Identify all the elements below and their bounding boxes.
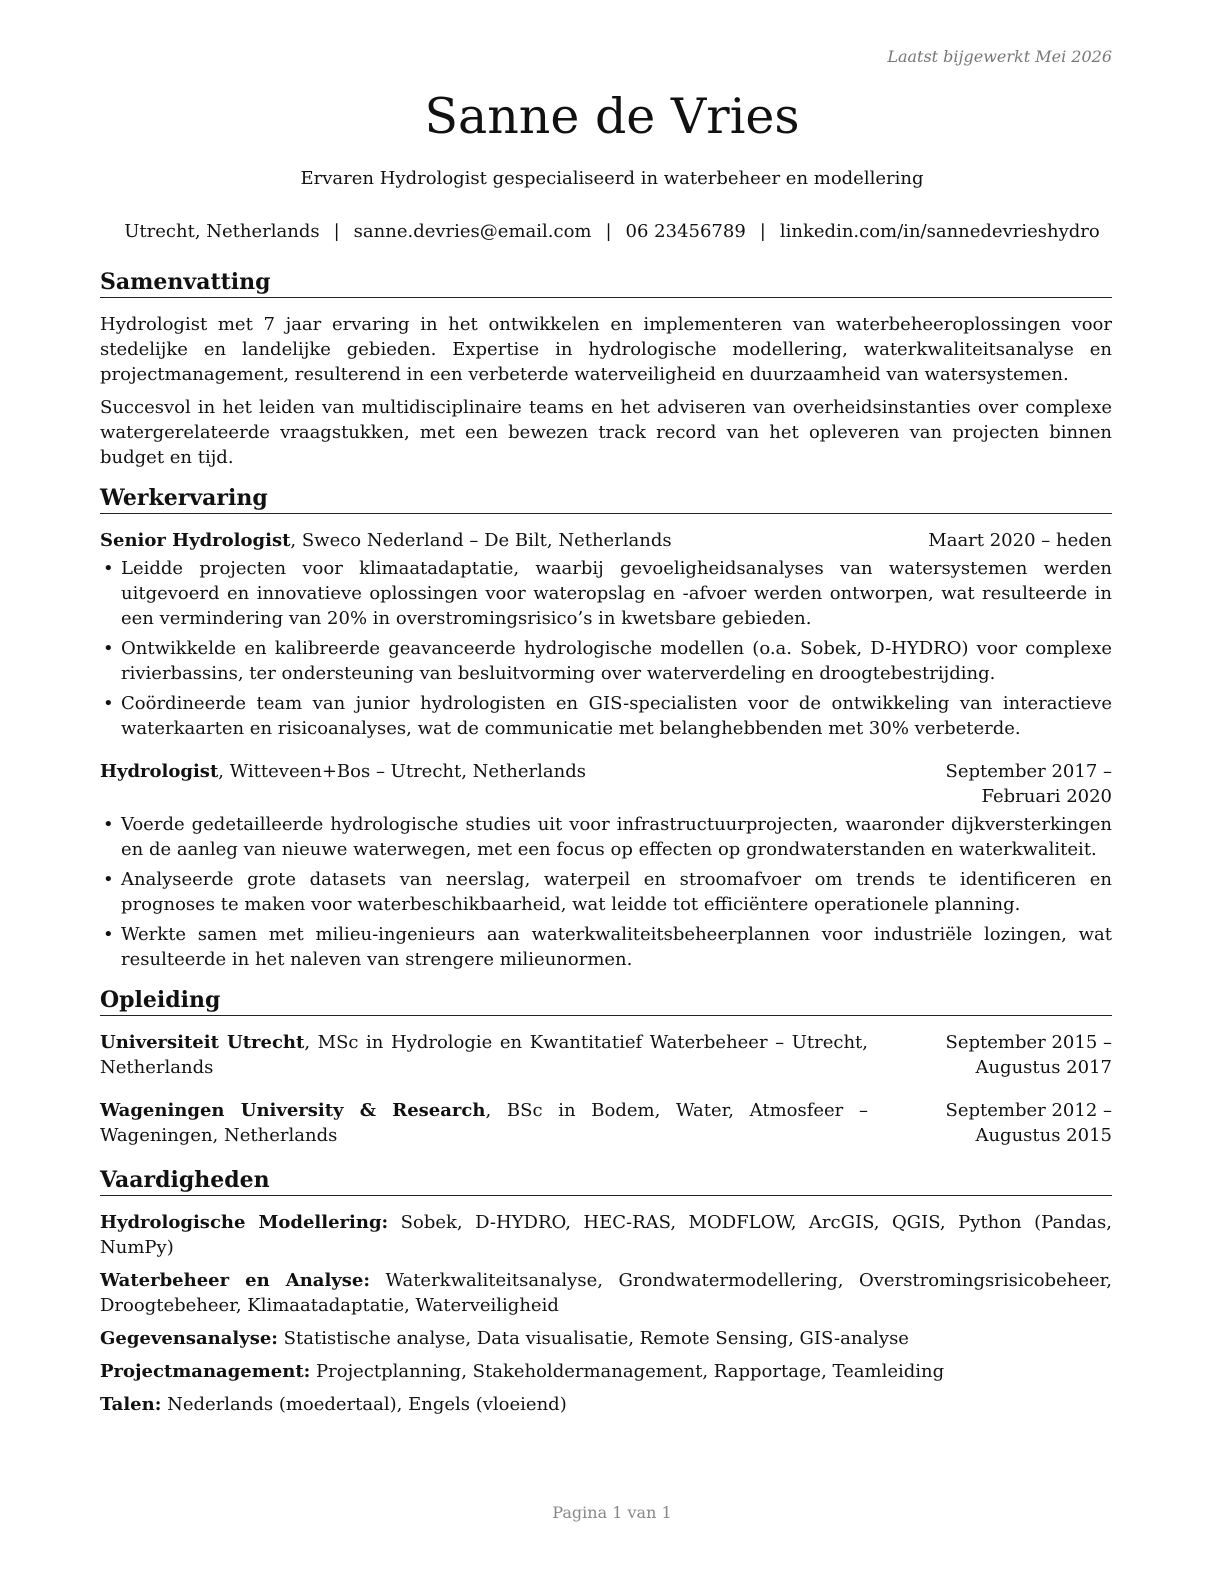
summary-paragraph: Hydrologist met 7 jaar ervaring in het ontwikkelen en implementeren van waterbeheeroplossingen voor stedelijke en landelijke gebieden. Expertise in hydrologische modellering, waterkwaliteitsanalyse en projectmanagement, resulterend in een verbeterde waterveiligheid en duurzaamheid van watersystemen. — [100, 314, 1112, 385]
skill-value: Projectplanning, Stakeholdermanagement, Rapportage, Teamleiding — [310, 1361, 945, 1382]
education-entry — [100, 1098, 1112, 1148]
job-bullet: • Analyseerde grote datasets van neerslag, waterpeil en stroomafvoer om trends te identificeren en prognoses te maken voor waterbeschikbaarheid, wat leidde tot efficiëntere operationele planning. — [100, 867, 1112, 917]
contact-linkedin[interactable]: linkedin.com/in/sannedevrieshydro — [779, 221, 1100, 242]
section-heading-skills: Vaardigheden — [100, 1166, 1112, 1196]
job-organization: , Sweco Nederland – De Bilt, Netherlands — [290, 530, 672, 551]
job-role: Hydrologist — [100, 761, 219, 782]
contact-email[interactable]: sanne.devries@email.com — [353, 221, 592, 242]
section-heading-summary: Samenvatting — [100, 268, 1112, 298]
skill-row — [100, 1268, 1112, 1318]
education-title-line — [100, 1098, 868, 1148]
last-updated-note: Laatst bijgewerkt Mei 2026 — [887, 47, 1112, 66]
section-heading-experience: Werkervaring — [100, 484, 1112, 514]
job-bullet: • Werkte samen met milieu-ingenieurs aan waterkwaliteitsbeheerplannen voor industriële lozingen, wat resulteerde in het naleven van strengere milieunormen. — [100, 922, 1112, 972]
education-dates: September 2015 – Augustus 2017 — [945, 1032, 1112, 1078]
skill-row — [100, 1326, 1112, 1351]
page-number-footer: Pagina 1 van 1 — [552, 1503, 672, 1522]
education-title-line — [100, 1030, 868, 1080]
job-bullet: • Coördineerde team van junior hydrologisten en GIS-specialisten voor de ontwikkeling van interactieve waterkaarten en risicoanalyses, wat de communicatie met belanghebbenden met 30% verbeterde. — [100, 691, 1112, 741]
skills-section — [100, 1166, 1112, 1417]
job-bullet: • Leidde projecten voor klimaatadaptatie, waarbij gevoeligheidsanalyses van watersystemen werden uitgevoerd en innovatieve oplossingen voor wateropslag en -afvoer werden ontworpen, wat resulteerde in een vermindering van 20% in overstromingsrisico’s in kwetsbare gebieden. — [100, 556, 1112, 631]
job-bullets — [100, 812, 1112, 972]
skill-label: Hydrologische Modellering: — [100, 1212, 389, 1233]
skill-label: Talen: — [100, 1394, 162, 1415]
skill-label: Waterbeheer en Analyse: — [100, 1270, 370, 1291]
job-role: Senior Hydrologist — [100, 530, 291, 551]
resume-body — [100, 268, 1112, 1431]
education-dates: September 2012 – Augustus 2015 — [945, 1100, 1112, 1146]
skill-label: Projectmanagement: — [100, 1361, 311, 1382]
job-header — [100, 528, 1112, 553]
job-bullet: • Voerde gedetailleerde hydrologische studies uit voor infrastructuurprojecten, waaronder dijkversterkingen en de aanleg van nieuwe waterwegen, met een focus op effecten op grondwaterstanden en waterkwaliteit. — [100, 812, 1112, 862]
job-entry — [100, 528, 1112, 741]
job-dates: Maart 2020 – heden — [928, 530, 1112, 551]
skill-row — [100, 1359, 1112, 1384]
skill-value: Statistische analyse, Data visualisatie, Remote Sensing, GIS-analyse — [277, 1328, 909, 1349]
job-dates: September 2017 – Februari 2020 — [945, 761, 1112, 807]
experience-section — [100, 484, 1112, 972]
job-title-line — [100, 528, 920, 553]
summary-paragraph: Succesvol in het leiden van multidisciplinaire teams en het adviseren van overheidsinstanties over complexe watergerelateerde vraagstukken, met een bewezen track record van het opleveren van projecten binnen budget en tijd. — [100, 397, 1112, 468]
candidate-name: Sanne de Vries — [424, 88, 800, 145]
job-title-line — [100, 759, 868, 784]
job-bullet: • Ontwikkelde en kalibreerde geavanceerde hydrologische modellen (o.a. Sobek, D-HYDRO) voor complexe rivierbassins, ter ondersteuning van besluitvorming over waterverdeling en droogtebestrijding. — [100, 636, 1112, 686]
contact-separator: | — [759, 221, 766, 242]
contact-phone: 06 23456789 — [625, 221, 746, 242]
skill-row — [100, 1210, 1112, 1260]
education-entry — [100, 1030, 1112, 1080]
contact-separator: | — [605, 221, 612, 242]
contact-separator: | — [333, 221, 340, 242]
education-school: Universiteit Utrecht — [100, 1032, 305, 1053]
section-heading-education: Opleiding — [100, 986, 1112, 1016]
job-bullets — [100, 556, 1112, 741]
contact-location: Utrecht, Netherlands — [124, 221, 320, 242]
job-header — [100, 759, 1112, 809]
contact-line — [0, 219, 1224, 244]
skill-label: Gegevensanalyse: — [100, 1328, 278, 1349]
tagline: Ervaren Hydrologist gespecialiseerd in waterbeheer en modellering — [300, 168, 924, 189]
summary-section — [100, 268, 1112, 470]
skill-row — [100, 1392, 1112, 1417]
education-school: Wageningen University & Research — [100, 1100, 486, 1121]
job-entry — [100, 759, 1112, 972]
skill-value: Nederlands (moedertaal), Engels (vloeiend) — [161, 1394, 567, 1415]
education-detail: , BSc in Bodem, Water, Atmosfeer – Wageningen, Netherlands — [100, 1100, 868, 1146]
job-organization: , Witteveen+Bos – Utrecht, Netherlands — [218, 761, 586, 782]
education-section — [100, 986, 1112, 1148]
skill-value: Waterkwaliteitsanalyse, Grondwatermodellering, Overstromingsrisicobeheer, Droogtebeheer, Klimaatadaptatie, Waterveiligheid — [100, 1270, 1112, 1316]
skill-value: Sobek, D-HYDRO, HEC-RAS, MODFLOW, ArcGIS, QGIS, Python (Pandas, NumPy) — [100, 1212, 1112, 1258]
education-detail: , MSc in Hydrologie en Kwantitatief Waterbeheer – Utrecht, Netherlands — [100, 1032, 868, 1078]
